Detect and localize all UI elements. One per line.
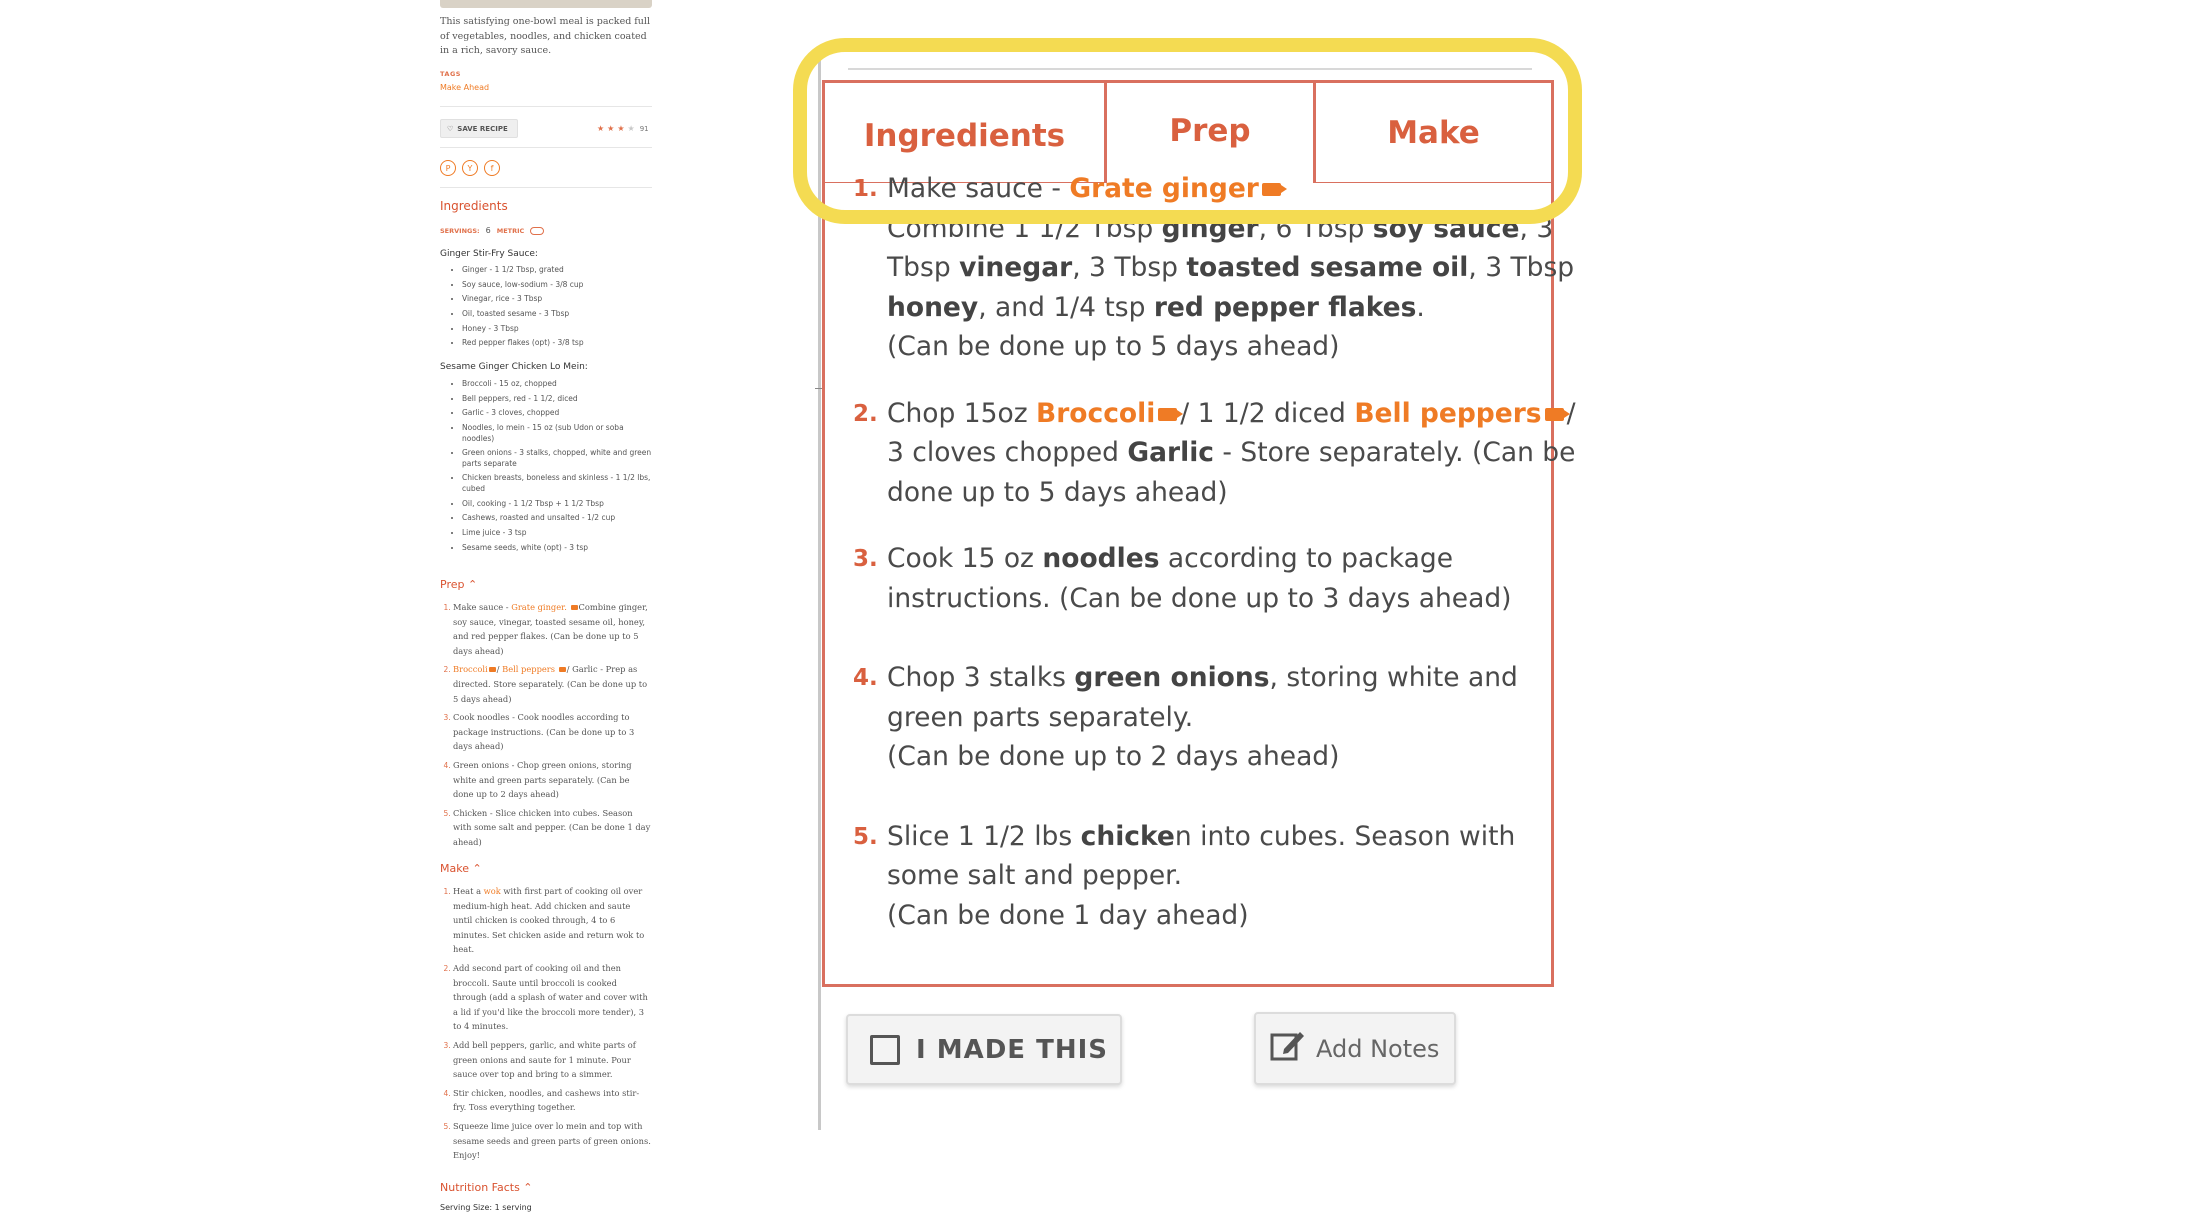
edit-icon [1270, 1029, 1306, 1069]
servings-label: SERVINGS: [440, 226, 480, 235]
tabs-highlight [793, 38, 1582, 224]
list-item: • Honey - 3 Tbsp [462, 324, 652, 335]
video-icon[interactable] [489, 667, 496, 672]
metric-label: METRIC [496, 226, 525, 235]
list-item: • Oil, toasted sesame - 3 Tbsp [462, 309, 652, 320]
divider [440, 106, 652, 107]
nutrition-heading[interactable]: Nutrition Facts ⌃ [440, 1181, 533, 1194]
recipe-page [440, 0, 652, 1210]
list-item: 3. Cook noodles - Cook noodles according to package instructions. (Can be done up to 3 days ahead) [453, 710, 652, 754]
list-item: 5. Chicken - Slice chicken into cubes. Season with some salt and pepper. (Can be done 1 day ahead) [453, 806, 652, 850]
list-item: • Sesame seeds, white (opt) - 3 tsp [462, 543, 652, 554]
sauce-heading: Ginger Stir-Fry Sauce: [440, 249, 538, 259]
share-icons [440, 160, 500, 176]
list-item: 4. Green onions - Chop green onions, storing white and green parts separately. (Can be done up to 2 days ahead) [453, 758, 652, 802]
heart-icon: ♡ [447, 124, 454, 133]
tags-heading: TAGS [440, 70, 461, 78]
grate-ginger-link[interactable]: Grate ginger. [511, 602, 567, 612]
list-item: 4. Chop 3 stalks green onions, storing white and green parts separately. (Can be done up to 2 days ahead) [853, 662, 1518, 772]
prep-steps [440, 600, 652, 854]
video-icon[interactable] [1158, 408, 1177, 421]
servings-value[interactable]: 6 [485, 226, 491, 235]
list-item: 3. Cook 15 oz noodles according to package instructions. (Can be done up to 3 days ahead) [853, 543, 1512, 614]
i-made-this-button[interactable] [846, 1014, 1122, 1085]
list-item: • Noodles, lo mein - 15 oz (sub Udon or soba noodles) [462, 423, 652, 444]
save-recipe-button[interactable] [440, 119, 518, 138]
wok-link[interactable]: wok [483, 886, 501, 896]
list-item: 2. Chop 15oz Broccoli / 1 1/2 diced Bell peppers / 3 cloves chopped Garlic - Store separately. (Can be done up to 5 days ahead) [853, 397, 1576, 508]
facebook-icon[interactable]: f [484, 160, 500, 176]
list-item: • Soy sauce, low-sodium - 3/8 cup [462, 280, 652, 291]
video-icon[interactable] [1545, 408, 1564, 421]
list-item: • Oil, cooking - 1 1/2 Tbsp + 1 1/2 Tbsp [462, 499, 652, 510]
broccoli-link[interactable]: Broccoli [453, 664, 488, 675]
video-icon[interactable] [571, 605, 578, 610]
tab-make[interactable]: Make [1313, 80, 1554, 185]
checkbox-icon [870, 1035, 900, 1065]
yummly-icon[interactable]: Y [462, 160, 478, 176]
list-item: 1. Make sauce - Grate ginger Combine 1 1/2 Tbsp ginger, 6 Tbsp soy sauce, 3 Tbsp vinegar, 3 Tbsp toasted sesame oil, 3 Tbsp honey, and 1/4 tsp red pepper flakes. (Can be done up to 5 days ahead) [853, 173, 1575, 362]
save-recipe-label: SAVE RECIPE [457, 124, 508, 133]
list-item: • Garlic - 3 cloves, chopped [462, 408, 652, 419]
list-item: • Bell peppers, red - 1 1/2, diced [462, 394, 652, 405]
list-item: 2. Broccoli / Bell peppers / Garlic - Prep as directed. Store separately. (Can be done up to 5 days ahead) [453, 662, 652, 706]
recipe-description: This satisfying one-bowl meal is packed full of vegetables, noodles, and chicken coated in a rich, savory sauce. [440, 16, 651, 56]
bell-peppers-link[interactable]: Bell peppers [1354, 397, 1542, 429]
serving-size: Serving Size: 1 serving [440, 1203, 532, 1212]
list-item: 3. Add bell peppers, garlic, and white parts of green onions and saute for 1 minute. Pour sauce over top and bring to a simmer. [453, 1038, 652, 1082]
tab-ingredients[interactable]: Ingredients [822, 80, 1107, 185]
i-made-this-label: I MADE THIS [916, 1034, 1109, 1065]
make-heading[interactable]: Make ⌃ [440, 862, 482, 875]
star-icon: ★ [607, 124, 615, 133]
rating-count: 91 [639, 124, 649, 133]
divider [818, 60, 821, 1130]
list-item: • Ginger - 1 1/2 Tbsp, grated [462, 265, 652, 276]
pinterest-icon[interactable]: P [440, 160, 456, 176]
list-item: 4. Stir chicken, noodles, and cashews into stir-fry. Toss everything together. [453, 1086, 652, 1115]
main-heading: Sesame Ginger Chicken Lo Mein: [440, 362, 588, 372]
list-item: • Chicken breasts, boneless and skinless - 1 1/2 lbs, cubed [462, 473, 652, 494]
list-item: 2. Add second part of cooking oil and then broccoli. Saute until broccoli is cooked through (add a splash of water and cover with a lid if you'd like the broccoli more tender), 3 to 4 minutes. [453, 961, 652, 1034]
list-item: 1. Make sauce - Grate ginger. Combine ginger, soy sauce, vinegar, toasted sesame oil, honey, and red pepper flakes. (Can be done up to 5 days ahead) [453, 600, 652, 658]
list-item: • Vinegar, rice - 3 Tbsp [462, 294, 652, 305]
divider [440, 147, 652, 148]
divider [815, 388, 822, 389]
prep-steps-large [825, 169, 1577, 935]
grate-ginger-link[interactable]: Grate ginger [1069, 173, 1259, 204]
list-item: • Cashews, roasted and unsalted - 1/2 cup [462, 513, 652, 524]
add-notes-label: Add Notes [1316, 1034, 1440, 1063]
rating[interactable] [597, 124, 649, 133]
video-icon[interactable] [559, 667, 566, 672]
metric-toggle[interactable] [530, 227, 544, 235]
ingredients-heading: Ingredients [440, 199, 508, 213]
broccoli-link[interactable]: Broccoli [1036, 397, 1156, 429]
servings-row [440, 226, 544, 235]
list-item: • Red pepper flakes (opt) - 3/8 tsp [462, 338, 652, 349]
list-item: • Broccoli - 15 oz, chopped [462, 379, 652, 390]
make-steps [440, 884, 652, 1167]
bell-peppers-link[interactable]: Bell peppers [502, 664, 556, 675]
add-notes-button[interactable] [1254, 1012, 1456, 1085]
recipe-hero-image [440, 0, 652, 8]
list-item: • Lime juice - 3 tsp [462, 528, 652, 539]
list-item: 1. Heat a wok with first part of cooking oil over medium-high heat. Add chicken and saute until chicken is cooked through, 4 to 6 minutes. Set chicken aside and return wok to heat. [453, 884, 652, 957]
divider [440, 187, 652, 188]
tab-prep[interactable]: Prep [1104, 80, 1316, 187]
star-icon: ★ [597, 124, 605, 133]
star-icon: ★ [627, 124, 635, 133]
sauce-ingredient-list [450, 265, 652, 353]
list-item: 5. Squeeze lime juice over lo mein and top with sesame seeds and green parts of green onions. Enjoy! [453, 1119, 652, 1163]
list-item: 5. Slice 1 1/2 lbs chicken into cubes. Season with some salt and pepper. (Can be done 1 day ahead) [853, 820, 1516, 931]
main-ingredient-list [450, 379, 652, 557]
tag-make-ahead[interactable]: Make Ahead [440, 83, 490, 92]
list-item: • Green onions - 3 stalks, chopped, white and green parts separate [462, 448, 652, 469]
star-icon: ★ [617, 124, 625, 133]
prep-heading[interactable]: Prep ⌃ [440, 578, 478, 591]
prep-panel [822, 173, 1576, 987]
